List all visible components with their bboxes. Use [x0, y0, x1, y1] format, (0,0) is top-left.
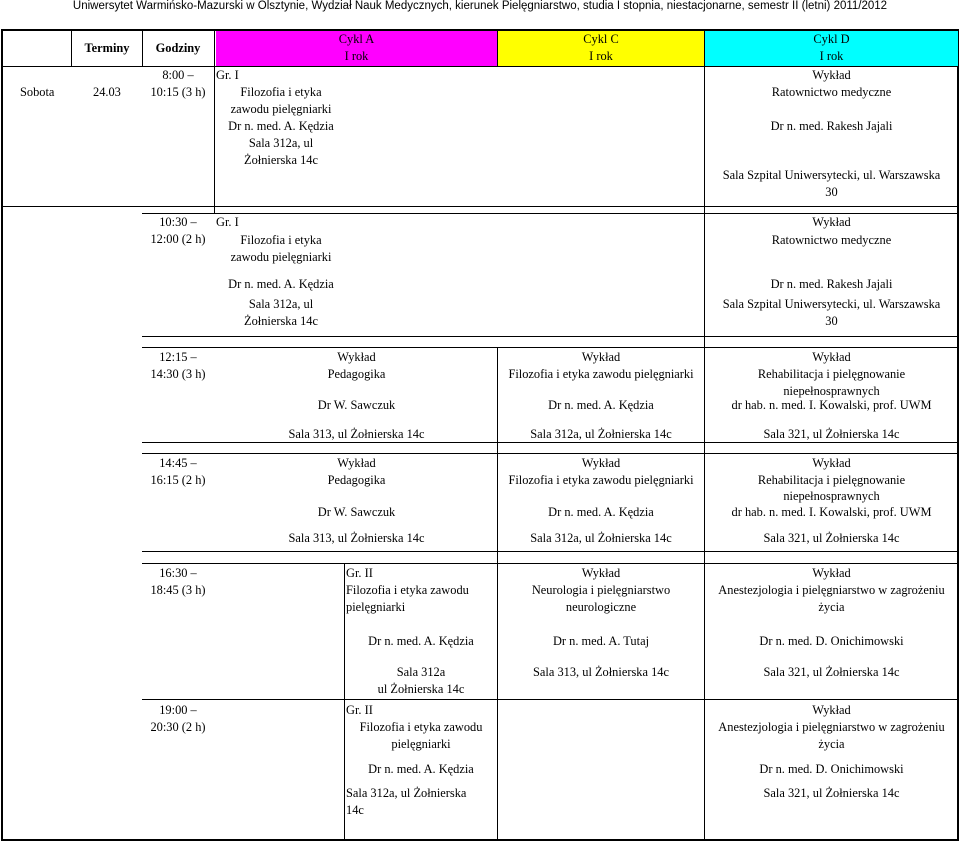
r1-d-subject: Ratownictwo medyczne	[771, 85, 892, 99]
r3-d-teacher: dr hab. n. med. I. Kowalski, prof. UWM	[731, 398, 932, 412]
slot-3-start: 12:15 –	[159, 350, 197, 364]
r3-d-subject-2: niepełnosprawnych	[783, 384, 880, 398]
r6-d-type: Wykład	[812, 703, 851, 717]
slot-4-end: 16:15 (2 h)	[150, 473, 206, 487]
r5-a-subject-2: pielęgniarki	[346, 600, 406, 614]
day-name: Sobota	[20, 85, 55, 99]
r5-a-room-2: ul Żołnierska 14c	[377, 682, 465, 696]
r2-d-room-2: 30	[825, 314, 838, 328]
slot-2-end: 12:00 (2 h)	[150, 232, 206, 246]
r3-d-type: Wykład	[812, 350, 851, 364]
slot-1-start: 8:00 –	[162, 68, 194, 82]
r3-d-room: Sala 321, ul Żołnierska 14c	[763, 427, 900, 441]
r4-c-room: Sala 312a, ul Żołnierska 14c	[530, 531, 672, 545]
r5-c-subject: Neurologia i pielęgniarstwo	[531, 583, 671, 597]
r6-a-subject-2: pielęgniarki	[391, 737, 451, 751]
r6-d-subject-2: życia	[818, 737, 845, 751]
col-header-cykl-d: Cykl D	[813, 32, 850, 46]
r1-d-room-2: 30	[825, 185, 838, 199]
r4-a-teacher: Dr W. Sawczuk	[317, 505, 396, 519]
r2-a-room-2: Żołnierska 14c	[244, 314, 318, 328]
slot-6-start: 19:00 –	[159, 703, 197, 717]
r3-a-room: Sala 313, ul Żołnierska 14c	[288, 427, 425, 441]
r4-c-type: Wykład	[581, 456, 621, 470]
slot-6-end: 20:30 (2 h)	[150, 720, 206, 734]
grid-line-h8	[142, 563, 958, 564]
r6-a-room-2: 14c	[346, 803, 364, 817]
r6-a-group: Gr. II	[346, 703, 373, 717]
r4-c-subject: Filozofia i etyka zawodu pielęgniarki	[508, 473, 694, 487]
r5-d-room: Sala 321, ul Żołnierska 14c	[763, 665, 900, 679]
r3-c-type: Wykład	[581, 350, 621, 364]
r4-a-subject: Pedagogika	[327, 473, 386, 487]
col-header-terminy: Terminy	[84, 41, 130, 55]
r5-d-subject-2: życia	[818, 600, 845, 614]
grid-line-h4	[142, 347, 958, 348]
slot-5-start: 16:30 –	[159, 566, 197, 580]
r4-d-subject: Rehabilitacja i pielęgnowanie	[757, 473, 906, 487]
grid-line-v7	[344, 563, 345, 840]
r1-a-group: Gr. I	[216, 68, 239, 82]
slot-1-end: 10:15 (3 h)	[150, 85, 206, 99]
col-header-cykl-c: Cykl C	[583, 32, 619, 46]
r1-a-subject: Filozofia i etyka	[240, 85, 322, 99]
table-border-left	[1, 29, 3, 841]
grid-line-h9	[142, 699, 958, 700]
r4-d-room: Sala 321, ul Żołnierska 14c	[763, 531, 900, 545]
r3-c-subject: Filozofia i etyka zawodu pielęgniarki	[508, 367, 694, 381]
r5-a-teacher: Dr n. med. A. Kędzia	[368, 634, 474, 648]
r1-d-room: Sala Szpital Uniwersytecki, ul. Warszawska	[722, 168, 941, 182]
r6-a-teacher: Dr n. med. A. Kędzia	[368, 762, 474, 776]
r4-c-teacher: Dr n. med. A. Kędzia	[548, 505, 654, 519]
r2-d-type: Wykład	[812, 215, 851, 229]
r5-a-subject: Filozofia i etyka zawodu	[346, 583, 469, 597]
r1-a-teacher: Dr n. med. A. Kędzia	[228, 119, 334, 133]
r1-a-room-2: Żołnierska 14c	[244, 153, 318, 167]
r5-c-subject-2: neurologiczne	[565, 600, 637, 614]
r4-d-teacher: dr hab. n. med. I. Kowalski, prof. UWM	[731, 505, 932, 519]
r3-a-type: Wykład	[337, 350, 376, 364]
col-header-cykl-d-year: I rok	[819, 49, 844, 63]
r5-d-teacher: Dr n. med. D. Onichimowski	[759, 634, 904, 648]
r2-d-teacher: Dr n. med. Rakesh Jajali	[770, 277, 893, 291]
r6-d-teacher: Dr n. med. D. Onichimowski	[759, 762, 904, 776]
r4-d-type: Wykład	[812, 456, 851, 470]
grid-line-h1	[1, 206, 959, 207]
r5-c-room: Sala 313, ul Żołnierska 14c	[533, 665, 669, 679]
slot-4-start: 14:45 –	[159, 456, 197, 470]
r2-a-room: Sala 312a, ul	[248, 297, 314, 311]
col-header-godziny: Godziny	[155, 41, 201, 55]
r1-a-subject-2: zawodu pielęgniarki	[230, 102, 332, 116]
r2-a-group: Gr. I	[216, 215, 239, 229]
r2-a-teacher: Dr n. med. A. Kędzia	[228, 277, 334, 291]
grid-line-h7	[142, 551, 958, 552]
r3-a-teacher: Dr W. Sawczuk	[317, 398, 396, 412]
r2-d-room: Sala Szpital Uniwersytecki, ul. Warszawska	[722, 297, 941, 311]
grid-line-h6	[142, 453, 958, 454]
col-header-cykl-a-year: I rok	[344, 49, 369, 63]
slot-3-end: 14:30 (3 h)	[150, 367, 206, 381]
r2-a-subject: Filozofia i etyka	[240, 233, 322, 247]
r3-a-subject: Pedagogika	[327, 367, 386, 381]
r2-a-subject-2: zawodu pielęgniarki	[230, 250, 332, 264]
r1-d-type: Wykład	[812, 68, 851, 82]
document-header: Uniwersytet Warmińsko-Mazurski w Olsztynie, Wydział Nauk Medycznych, kierunek Pielęgniarstwo, studia I stopnia, niestacjonarne, semestr II (letni) 2011/2012	[72, 0, 888, 12]
r4-d-subject-2: niepełnosprawnych	[783, 489, 880, 503]
day-date: 24.03	[93, 85, 121, 99]
r3-c-teacher: Dr n. med. A. Kędzia	[548, 398, 654, 412]
col-header-cykl-a: Cykl A	[338, 32, 375, 46]
r6-d-subject: Anestezjologia i pielęgniarstwo w zagrożeniu	[718, 720, 945, 734]
slot-5-end: 18:45 (3 h)	[150, 583, 206, 597]
r5-a-group: Gr. II	[346, 566, 373, 580]
r3-c-room: Sala 312a, ul Żołnierska 14c	[530, 427, 672, 441]
r1-a-room: Sala 312a, ul	[248, 136, 314, 150]
grid-line-h3	[142, 336, 958, 337]
r5-d-type: Wykład	[812, 566, 851, 580]
r6-a-subject: Filozofia i etyka zawodu	[359, 720, 483, 734]
r5-a-room: Sala 312a	[396, 665, 446, 679]
col-header-cykl-c-year: I rok	[589, 49, 613, 63]
r3-d-subject: Rehabilitacja i pielęgnowanie	[757, 367, 906, 381]
grid-line-v3	[214, 29, 215, 213]
r2-d-subject: Ratownictwo medyczne	[771, 233, 892, 247]
r4-a-room: Sala 313, ul Żołnierska 14c	[288, 531, 425, 545]
slot-2-start: 10:30 –	[159, 215, 197, 229]
r5-d-subject: Anestezjologia i pielęgniarstwo w zagrożeniu	[718, 583, 945, 597]
r6-d-room: Sala 321, ul Żołnierska 14c	[763, 786, 900, 800]
r5-c-type: Wykład	[581, 566, 621, 580]
r5-c-teacher: Dr n. med. A. Tutaj	[552, 634, 650, 648]
r6-a-room: Sala 312a, ul Żołnierska	[346, 786, 467, 800]
r1-d-teacher: Dr n. med. Rakesh Jajali	[770, 119, 893, 133]
r4-a-type: Wykład	[337, 456, 376, 470]
